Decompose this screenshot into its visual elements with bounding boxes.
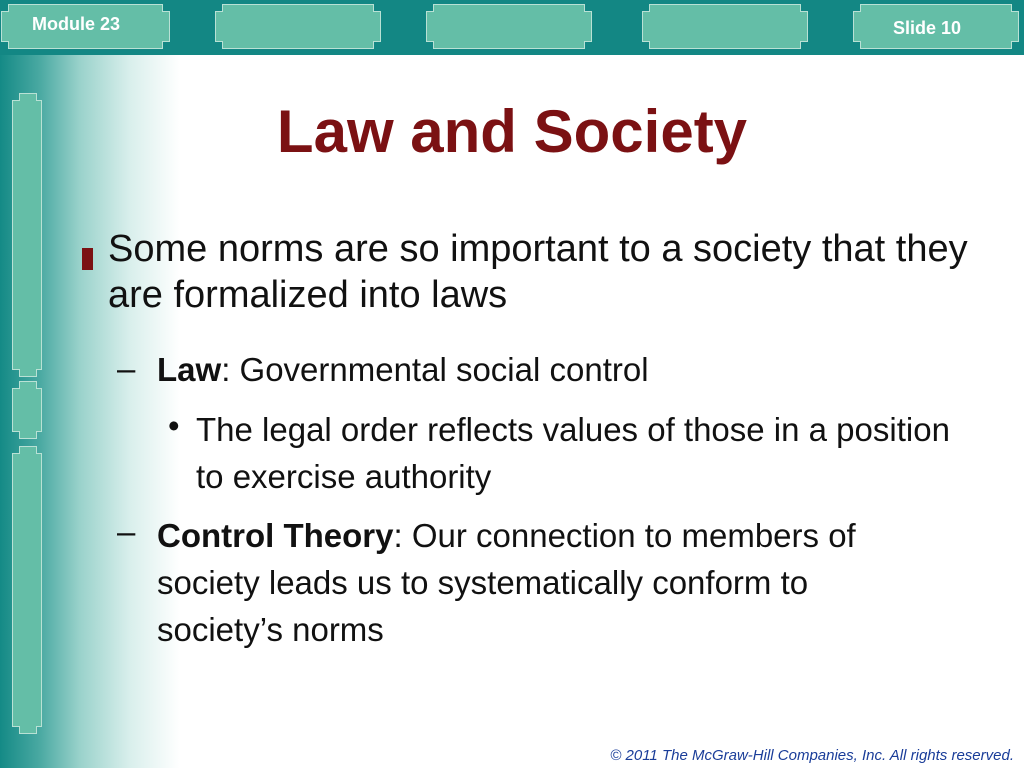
sub-bullet-law <box>157 350 957 390</box>
term-control-theory: Control Theory <box>157 517 394 554</box>
decorative-side-tab <box>12 388 42 432</box>
term-law: Law <box>157 351 222 388</box>
sub-bullet-control-theory <box>157 513 897 654</box>
slide-number: Slide 10 <box>893 18 962 38</box>
copyright-footer: © 2011 The McGraw-Hill Companies, Inc. All rights reserved. <box>610 747 1014 764</box>
slide-title: Law and Society <box>276 98 748 165</box>
bullet-marker <box>82 248 93 270</box>
module-label: Module 23 <box>32 14 121 34</box>
decorative-tab <box>222 4 374 49</box>
top-band <box>0 0 1024 55</box>
dash-marker: – <box>117 513 136 550</box>
definition-law: : Governmental social control <box>221 351 649 388</box>
decorative-tab <box>649 4 801 49</box>
decorative-tab <box>433 4 585 49</box>
dot-marker: • <box>168 407 180 444</box>
decorative-side-tab <box>12 453 42 727</box>
definition-control-theory: : Our connection to members of society leads us to systematically conform to society’s norms <box>157 517 856 648</box>
sub-sub-bullet: The legal order reflects values of those in a position to exercise authority <box>196 411 950 495</box>
dash-marker: – <box>117 350 136 387</box>
main-bullet: Some norms are so important to a society that they are formalized into laws <box>108 228 968 316</box>
